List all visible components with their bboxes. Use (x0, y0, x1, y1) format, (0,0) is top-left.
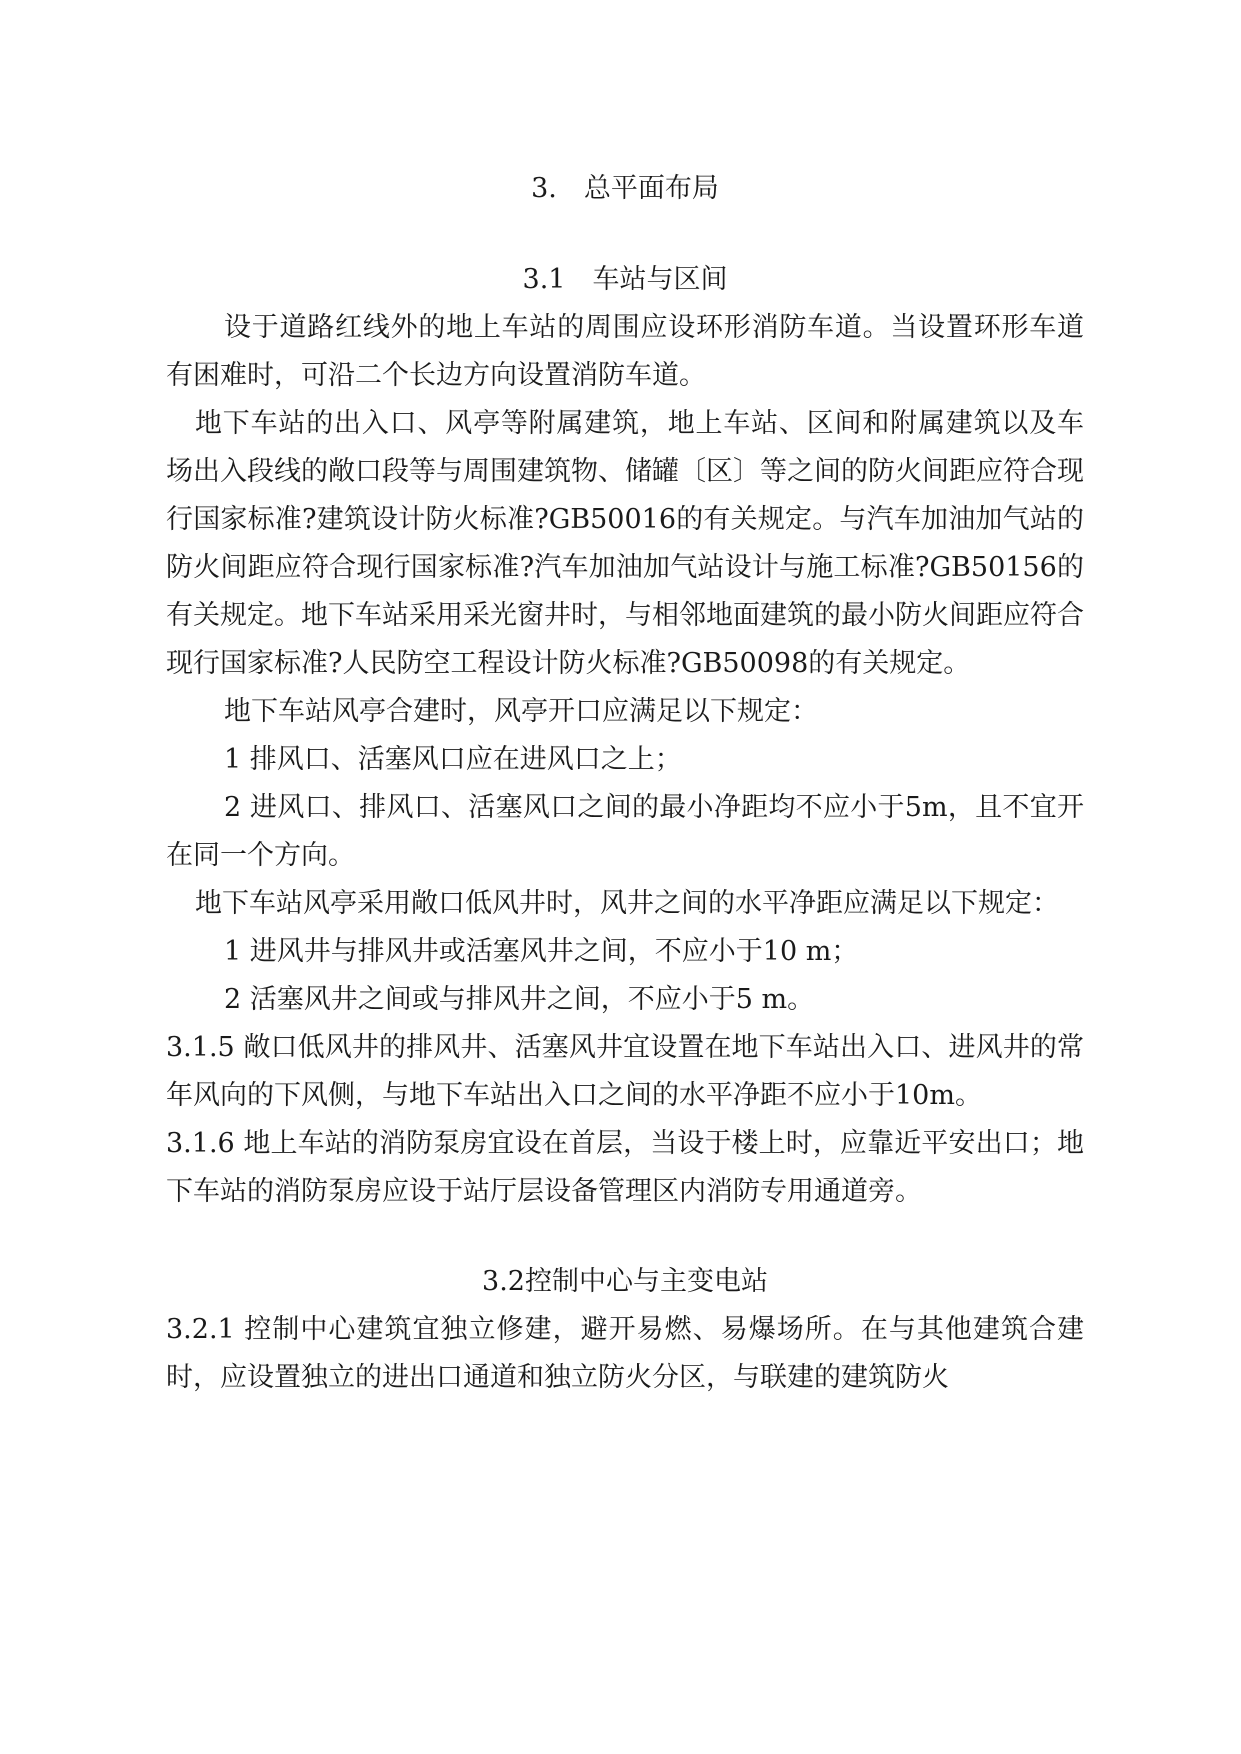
clause-3-2-1: 3.2.1 控制中心建筑宜独立修建，避开易燃、易爆场所。在与其他建筑合建时，应设置独立的进出口通道和独立防火分区，与联建的建筑防火 (166, 1314, 1084, 1393)
paragraph-vent-pavilion: 地下车站风亭合建时，风亭开口应满足以下规定： (224, 696, 818, 727)
paragraph-fire-separation: 地下车站的出入口、风亭等附属建筑，地上车站、区间和附属建筑以及车场出入段线的敞口段等与周围建筑物、储罐〔区〕等之间的防火间距应符合现行国家标准?建筑设计防火标准?GB50016的有关规定。与汽车加油加气站的防火间距应符合现行国家标准?汽车加油加气站设计与施工标准?GB50156的有关规定。地下车站采用采光窗井时，与相邻地面建筑的最小防火间距应符合现行国家标准?人民防空工程设计防火标准?GB50098的有关规定。 (166, 408, 1084, 679)
document-body (166, 165, 1084, 1402)
list-item-shaft-2: 2 活塞风井之间或与排风井之间，不应小于5 m。 (224, 984, 815, 1015)
clause-3-1-5: 3.1.5 敞口低风井的排风井、活塞风井宜设置在地下车站出入口、进风井的常年风向的下风侧，与地下车站出入口之间的水平净距不应小于10m。 (166, 1032, 1084, 1111)
paragraph-low-shaft: 地下车站风亭采用敞口低风井时，风井之间的水平净距应满足以下规定： (195, 888, 1059, 919)
paragraph-fire-lane: 设于道路红线外的地上车站的周围应设环形消防车道。当设置环形车道有困难时，可沿二个长边方向设置消防车道。 (166, 312, 1084, 391)
list-item-vent-1: 1 排风口、活塞风口应在进风口之上； (224, 744, 682, 775)
list-item-vent-2: 2 进风口、排风口、活塞风口之间的最小净距均不应小于5m，且不宜开在同一个方向。 (166, 792, 1084, 871)
section-title: 3. 总平面布局 (531, 173, 719, 204)
subsection-title-3-1: 3.1 车站与区间 (522, 264, 728, 295)
clause-3-1-6: 3.1.6 地上车站的消防泵房宜设在首层，当设于楼上时，应靠近平安出口；地下车站的消防泵房应设于站厅层设备管理区内消防专用通道旁。 (166, 1128, 1084, 1207)
list-item-shaft-1: 1 进风井与排风井或活塞风井之间，不应小于10 m； (224, 936, 859, 967)
subsection-title-3-2: 3.2控制中心与主变电站 (482, 1266, 768, 1297)
